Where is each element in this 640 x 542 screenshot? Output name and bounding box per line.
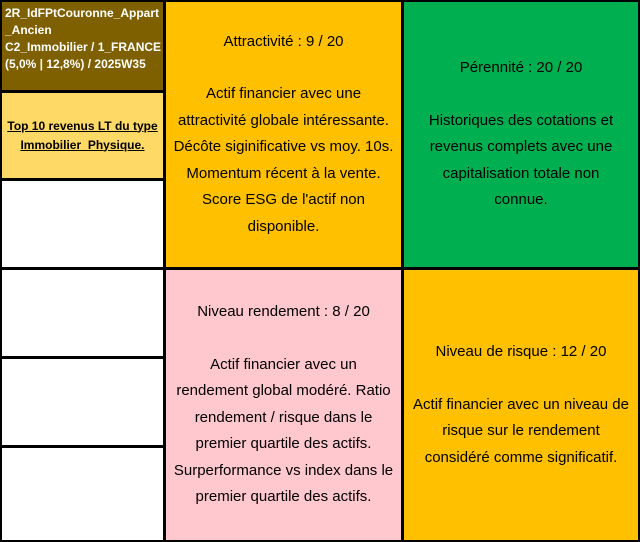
empty-cell	[0, 446, 165, 542]
card-line: Actif financier avec une	[205, 85, 362, 103]
attractivite-text	[172, 81, 395, 240]
card-line: attractivité globale intéressante.	[178, 111, 389, 129]
rendement-card	[164, 268, 403, 542]
card-line: rendement / risque dans le	[194, 408, 373, 426]
asset-header	[0, 0, 165, 92]
card-line: Actif financier avec un niveau de	[413, 395, 629, 413]
card-line: connue.	[494, 191, 548, 209]
rendement-text	[172, 352, 395, 511]
card-line: risque sur le rendement	[442, 422, 600, 439]
card-line: Actif financier avec un	[210, 355, 357, 373]
ranking-subtitle	[0, 91, 165, 180]
empty-cell	[0, 357, 165, 447]
perennite-card	[402, 0, 640, 269]
card-line: capitalisation totale non	[442, 164, 600, 182]
card-line: premier quartile des actifs.	[195, 488, 372, 506]
ranking-subtitle-line: Immobilier_Physique.	[20, 137, 145, 152]
risque-card	[402, 268, 640, 542]
card-line: premier quartile des actifs.	[195, 435, 372, 453]
perennite-text	[410, 108, 632, 214]
card-line: considéré comme significatif.	[424, 448, 618, 466]
risque-title: Niveau de risque : 12 / 20	[435, 343, 607, 360]
rendement-title: Niveau rendement : 8 / 20	[197, 303, 370, 321]
attractivite-title: Attractivité : 9 / 20	[223, 32, 344, 50]
card-line: disponible.	[247, 217, 320, 235]
perennite-title: Pérennité : 20 / 20	[459, 59, 583, 77]
attractivite-card	[164, 0, 403, 269]
asset-header-line: C2_Immobilier / 1_FRANCE	[5, 40, 162, 54]
asset-header-line: _Ancien	[5, 23, 52, 37]
card-line: Décôte siginificative vs moy. 10s.	[173, 138, 394, 156]
risque-text	[410, 392, 632, 472]
ranking-subtitle-text	[7, 117, 157, 155]
card-line: rendement global modéré. Ratio	[176, 382, 391, 400]
asset-header-line: (5,0% | 12,8%) / 2025W35	[5, 57, 146, 71]
card-line: revenus complets avec une	[429, 138, 613, 156]
card-line: Score ESG de l'actif non	[202, 191, 365, 209]
card-line: Historiques des cotations et	[428, 111, 614, 129]
ranking-subtitle-line: Top 10 revenus LT du type	[7, 118, 158, 133]
card-line: Momentum récent à la vente.	[186, 164, 381, 182]
asset-header-line: 2R_IdFPtCouronne_Appart	[5, 6, 160, 20]
empty-cell	[0, 268, 165, 358]
card-line: Surperformance vs index dans le	[173, 461, 394, 479]
empty-cell	[0, 179, 165, 269]
